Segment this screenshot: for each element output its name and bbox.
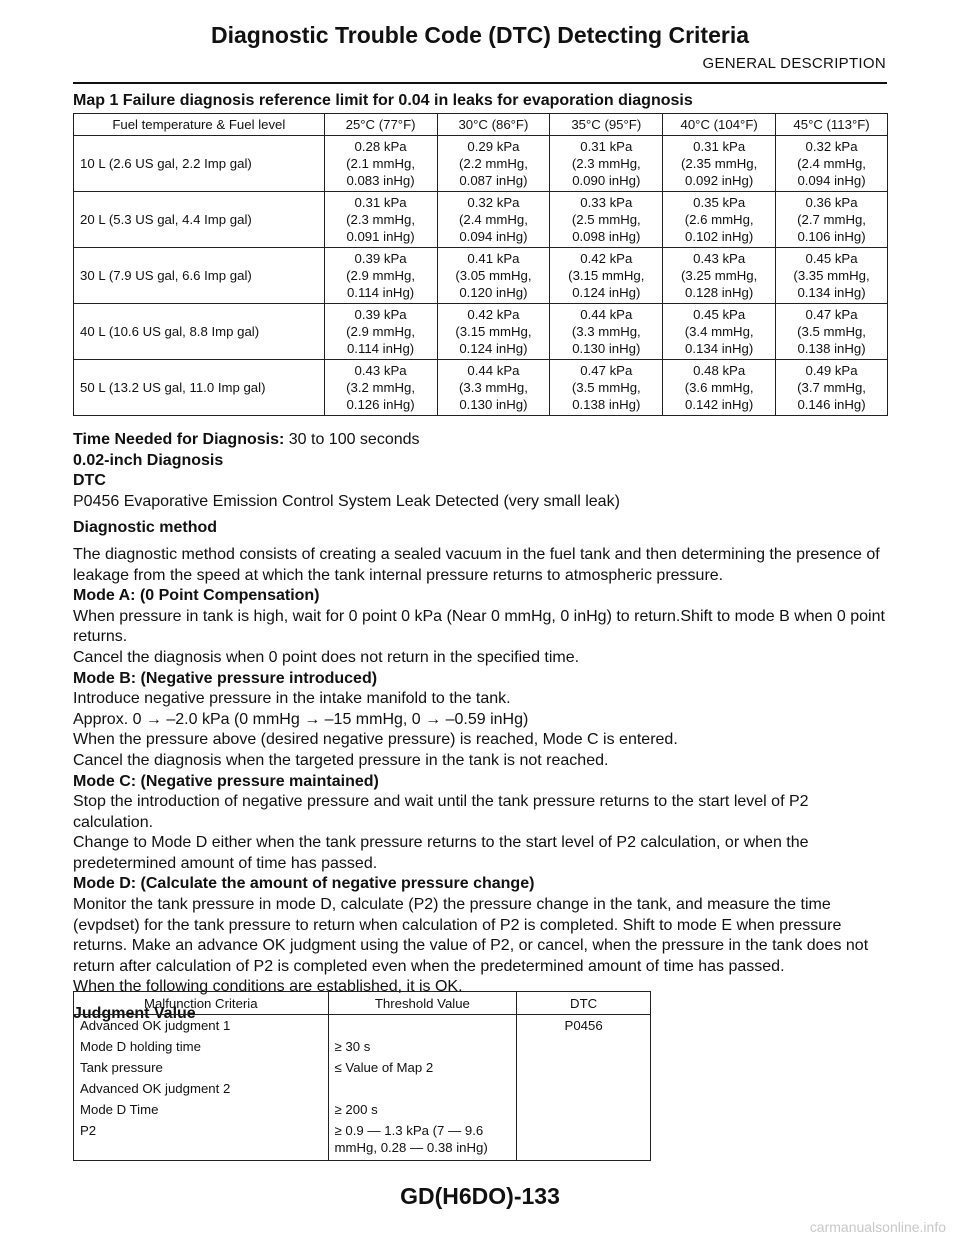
judgment-heading: Judgment Value — [73, 1005, 196, 1023]
map1-column-header: 45°C (113°F) — [776, 114, 888, 136]
judgment-row — [74, 1120, 651, 1161]
time-needed-value: 30 to 100 seconds — [284, 431, 420, 448]
method-text: The diagnostic method consists of creating a sealed vacuum in the fuel tank and then determining the presence of leakage from the speed at which the tank internal pressure returns to atmospheric pressure. — [73, 545, 880, 584]
map1-row — [74, 136, 888, 192]
map1-cell: 0.29 kPa (2.2 mmHg, 0.087 inHg) — [437, 136, 550, 192]
judgment-threshold: ≤ Value of Map 2 — [328, 1057, 517, 1078]
judgment-row — [74, 1057, 651, 1078]
map1-cell: 0.41 kPa (3.05 mmHg, 0.120 inHg) — [437, 248, 550, 304]
map1-column-header: 25°C (77°F) — [324, 114, 437, 136]
judgment-row — [74, 1015, 651, 1037]
mode-d-text: When the following conditions are established, it is OK. — [73, 978, 463, 996]
judgment-column-header: DTC — [517, 992, 651, 1015]
judgment-dtc — [517, 1099, 651, 1120]
mode-b-text: Introduce negative pressure in the intake manifold to the tank. — [73, 690, 511, 708]
map1-cell: 0.42 kPa (3.15 mmHg, 0.124 inHg) — [437, 304, 550, 360]
map1-row-label: 40 L (10.6 US gal, 8.8 Imp gal) — [74, 304, 325, 360]
map1-cell: 0.39 kPa (2.9 mmHg, 0.114 inHg) — [324, 248, 437, 304]
judgment-threshold: ≥ 200 s — [328, 1099, 517, 1120]
map1-row-label: 20 L (5.3 US gal, 4.4 Imp gal) — [74, 192, 325, 248]
map1-caption: Map 1 Failure diagnosis reference limit for 0.04 in leaks for evaporation diagnosis — [73, 92, 693, 109]
map1-cell: 0.47 kPa (3.5 mmHg, 0.138 inHg) — [776, 304, 888, 360]
judgment-header-row — [74, 992, 651, 1015]
judgment-dtc: P0456 — [517, 1015, 651, 1037]
judgment-row — [74, 1078, 651, 1099]
map1-cell: 0.36 kPa (2.7 mmHg, 0.106 inHg) — [776, 192, 888, 248]
header-divider — [73, 82, 887, 84]
map1-row-label: 30 L (7.9 US gal, 6.6 Imp gal) — [74, 248, 325, 304]
map1-cell: 0.48 kPa (3.6 mmHg, 0.142 inHg) — [663, 360, 776, 416]
judgment-column-header: Malfunction Criteria — [74, 992, 329, 1015]
map1-cell: 0.44 kPa (3.3 mmHg, 0.130 inHg) — [550, 304, 663, 360]
judgment-criteria: Mode D holding time — [74, 1036, 329, 1057]
mode-d-text: Monitor the tank pressure in mode D, calculate (P2) the pressure change in the tank, and measure the time (evpdset) for the tank pressure to return when calculation of P2 is completed. Shift to mode E when pressure returns. Make an advance OK judgment using the value of P2, or cancel, when the pressure in the tank does not return after calculation of P2 is completed even when the predetermined amount of time has passed. — [73, 896, 869, 975]
map1-cell: 0.28 kPa (2.1 mmHg, 0.083 inHg) — [324, 136, 437, 192]
map1-row-label: 50 L (13.2 US gal, 11.0 Imp gal) — [74, 360, 325, 416]
mode-b-text: When the pressure above (desired negative pressure) is reached, Mode C is entered. — [73, 731, 678, 749]
body-text — [73, 430, 889, 1025]
map1-cell: 0.39 kPa (2.9 mmHg, 0.114 inHg) — [324, 304, 437, 360]
judgment-criteria: Mode D Time — [74, 1099, 329, 1120]
map1-cell: 0.32 kPa (2.4 mmHg, 0.094 inHg) — [776, 136, 888, 192]
judgment-row — [74, 1099, 651, 1120]
page-title: Diagnostic Trouble Code (DTC) Detecting Criteria — [211, 22, 749, 48]
mode-a-text: When pressure in tank is high, wait for 0 point 0 kPa (Near 0 mmHg, 0 inHg) to return.Shift to mode B when 0 point returns. — [73, 607, 885, 646]
mode-a-heading: Mode A: (0 Point Compensation) — [73, 587, 320, 605]
judgment-dtc — [517, 1120, 651, 1161]
judgment-table — [73, 991, 651, 1161]
map1-cell: 0.42 kPa (3.15 mmHg, 0.124 inHg) — [550, 248, 663, 304]
judgment-threshold — [328, 1015, 517, 1037]
map1-cell: 0.31 kPa (2.3 mmHg, 0.091 inHg) — [324, 192, 437, 248]
judgment-dtc — [517, 1078, 651, 1099]
dtc-line: P0456 Evaporative Emission Control System Leak Detected (very small leak) — [73, 492, 620, 510]
mode-c-text: Change to Mode D either when the tank pressure returns to the start level of P2 calculation, or when the predetermined amount of time has passed. — [73, 834, 809, 872]
judgment-criteria: Tank pressure — [74, 1057, 329, 1078]
judgment-criteria: Advanced OK judgment 1 — [74, 1015, 329, 1037]
map1-column-header: 35°C (95°F) — [550, 114, 663, 136]
section-label: GENERAL DESCRIPTION — [702, 55, 886, 72]
map1-cell: 0.33 kPa (2.5 mmHg, 0.098 inHg) — [550, 192, 663, 248]
dtc-label: DTC — [73, 472, 106, 490]
judgment-criteria: P2 — [74, 1120, 329, 1161]
time-needed-label: Time Needed for Diagnosis: — [73, 431, 285, 448]
map1-cell: 0.31 kPa (2.35 mmHg, 0.092 inHg) — [663, 136, 776, 192]
map1-column-header: 30°C (86°F) — [437, 114, 550, 136]
map1-cell: 0.44 kPa (3.3 mmHg, 0.130 inHg) — [437, 360, 550, 416]
map1-cell: 0.43 kPa (3.2 mmHg, 0.126 inHg) — [324, 360, 437, 416]
map1-row-label: 10 L (2.6 US gal, 2.2 Imp gal) — [74, 136, 325, 192]
mode-b-text: Approx. 0 → –2.0 kPa (0 mmHg → –15 mmHg, 0 → –0.59 inHg) — [73, 710, 529, 728]
map1-cell: 0.49 kPa (3.7 mmHg, 0.146 inHg) — [776, 360, 888, 416]
map1-column-header: Fuel temperature & Fuel level — [74, 114, 325, 136]
mode-c-heading: Mode C: (Negative pressure maintained) — [73, 772, 379, 790]
judgment-column-header: Threshold Value — [328, 992, 517, 1015]
map1-row — [74, 248, 888, 304]
map1-row — [74, 304, 888, 360]
judgment-threshold — [328, 1078, 517, 1099]
mode-d-heading: Mode D: (Calculate the amount of negative pressure change) — [73, 875, 535, 893]
page-code: GD(H6DO)-133 — [400, 1183, 560, 1209]
judgment-dtc — [517, 1036, 651, 1057]
map1-row — [74, 360, 888, 416]
map1-row — [74, 192, 888, 248]
map1-header-row — [74, 114, 888, 136]
map1-cell: 0.45 kPa (3.35 mmHg, 0.134 inHg) — [776, 248, 888, 304]
mode-c-text: Stop the introduction of negative pressure and wait until the tank pressure returns to the start level of P2 calculation. — [73, 793, 809, 831]
map1-column-header: 40°C (104°F) — [663, 114, 776, 136]
method-heading: Diagnostic method — [73, 519, 218, 537]
map1-cell: 0.45 kPa (3.4 mmHg, 0.134 inHg) — [663, 304, 776, 360]
judgment-dtc — [517, 1057, 651, 1078]
judgment-threshold: ≥ 0.9 — 1.3 kPa (7 — 9.6 mmHg, 0.28 — 0.38 inHg) — [328, 1120, 517, 1161]
judgment-threshold: ≥ 30 s — [328, 1036, 517, 1057]
watermark: carmanualsonline.info — [809, 1219, 946, 1235]
judgment-row — [74, 1036, 651, 1057]
time-needed-line — [73, 430, 889, 451]
map1-cell: 0.31 kPa (2.3 mmHg, 0.090 inHg) — [550, 136, 663, 192]
map1-table — [73, 113, 888, 416]
mode-b-heading: Mode B: (Negative pressure introduced) — [73, 669, 378, 687]
map1-cell: 0.43 kPa (3.25 mmHg, 0.128 inHg) — [663, 248, 776, 304]
map1-cell: 0.47 kPa (3.5 mmHg, 0.138 inHg) — [550, 360, 663, 416]
diagnosis-heading: 0.02-inch Diagnosis — [73, 451, 224, 469]
mode-a-text: Cancel the diagnosis when 0 point does not return in the specified time. — [73, 648, 580, 666]
map1-cell: 0.32 kPa (2.4 mmHg, 0.094 inHg) — [437, 192, 550, 248]
map1-cell: 0.35 kPa (2.6 mmHg, 0.102 inHg) — [663, 192, 776, 248]
judgment-criteria: Advanced OK judgment 2 — [74, 1078, 329, 1099]
mode-b-text: Cancel the diagnosis when the targeted pressure in the tank is not reached. — [73, 751, 609, 769]
